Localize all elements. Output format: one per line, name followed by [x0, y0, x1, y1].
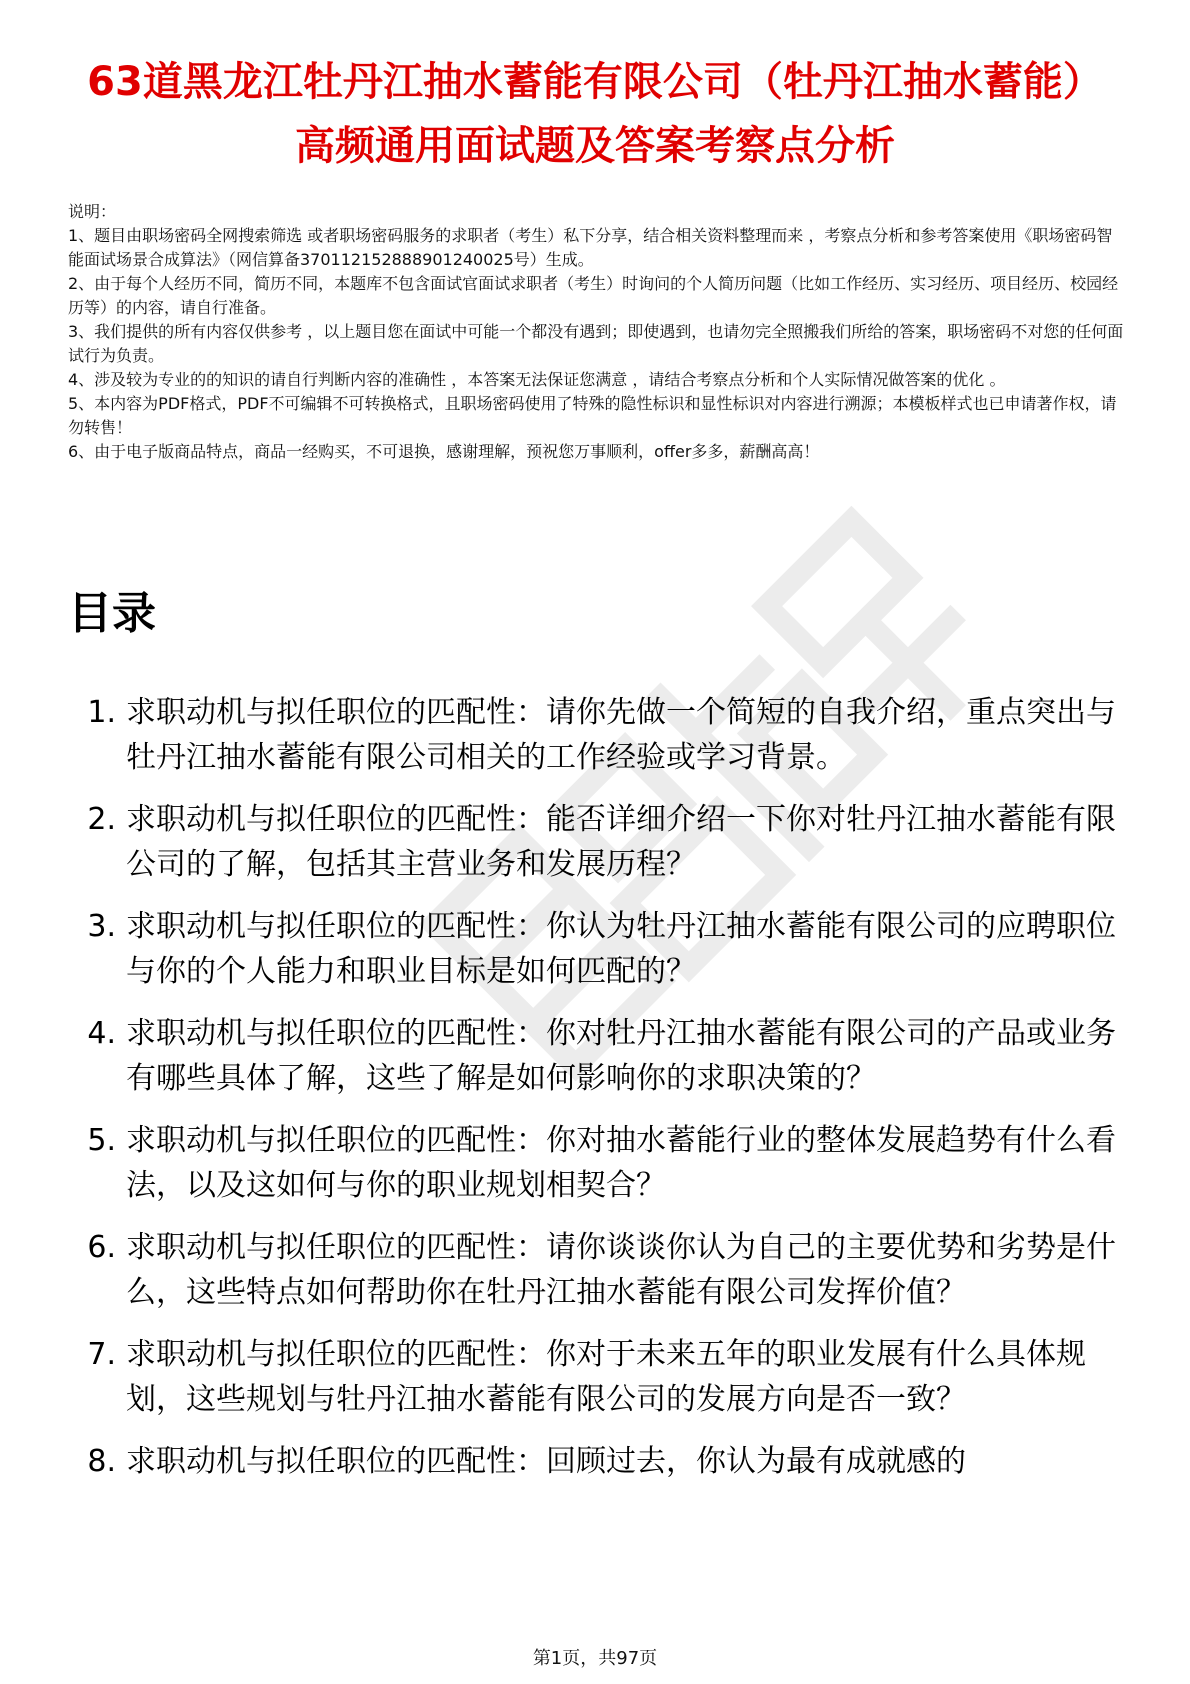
toc-item[interactable]: [68, 904, 1128, 994]
toc-item-text: 求职动机与拟任职位的匹配性：你认为牡丹江抽水蓄能有限公司的应聘职位与你的个人能力和职业目标是如何匹配的？: [126, 909, 1116, 989]
toc-item-text: 求职动机与拟任职位的匹配性：回顾过去，你认为最有成就感的: [126, 1444, 966, 1479]
toc-item[interactable]: [68, 797, 1128, 887]
toc-item-text: 求职动机与拟任职位的匹配性：请你先做一个简短的自我介绍，重点突出与牡丹江抽水蓄能有限公司相关的工作经验或学习背景。: [126, 695, 1116, 775]
toc-item-number: 6.: [87, 1230, 116, 1265]
toc-item-text: 求职动机与拟任职位的匹配性：能否详细介绍一下你对牡丹江抽水蓄能有限公司的了解，包括其主营业务和发展历程？: [126, 802, 1116, 882]
toc-item-number: 4.: [87, 1016, 116, 1051]
toc-item-number: 5.: [87, 1123, 116, 1158]
notes-heading: 说明：: [68, 202, 117, 221]
toc-item-text: 求职动机与拟任职位的匹配性：你对抽水蓄能行业的整体发展趋势有什么看法，以及这如何与你的职业规划相契合？: [126, 1123, 1116, 1203]
toc-item[interactable]: [68, 1225, 1128, 1315]
note-item: 6、由于电子版商品特点，商品一经购买，不可退换，感谢理解，预祝您万事顺利，offer多多，薪酬高高！: [68, 442, 820, 461]
toc-item[interactable]: [68, 1332, 1128, 1422]
toc-item-number: 7.: [87, 1337, 116, 1372]
toc-item[interactable]: [68, 690, 1128, 780]
toc-item-number: 1.: [87, 695, 116, 730]
toc-item-text: 求职动机与拟任职位的匹配性：请你谈谈你认为自己的主要优势和劣势是什么，这些特点如何帮助你在牡丹江抽水蓄能有限公司发挥价值？: [126, 1230, 1116, 1310]
disclaimer-notes: [68, 200, 1124, 464]
toc-item[interactable]: [68, 1118, 1128, 1208]
toc-item-number: 8.: [87, 1444, 116, 1479]
note-item: 3、我们提供的所有内容仅供参考 ，以上题目您在面试中可能一个都没有遇到；即使遇到，也请勿完全照搬我们所给的答案，职场密码不对您的任何面试行为负责。: [68, 322, 1124, 365]
toc-item-text: 求职动机与拟任职位的匹配性：你对于未来五年的职业发展有什么具体规划，这些规划与牡丹江抽水蓄能有限公司的发展方向是否一致？: [126, 1337, 1086, 1417]
note-item: 4、涉及较为专业的的知识的请自行判断内容的准确性 ，本答案无法保证您满意 ，请结合考察点分析和个人实际情况做答案的优化 。: [68, 370, 1006, 389]
page-footer: 第1页，共97页: [532, 1648, 658, 1669]
document-title: 63道黑龙江牡丹江抽水蓄能有限公司（牡丹江抽水蓄能）高频通用面试题及答案考察点分析: [87, 59, 1103, 169]
toc-item[interactable]: [68, 1439, 1128, 1484]
toc-heading: 目录: [68, 588, 156, 639]
note-item: 1、题目由职场密码全网搜索筛选 或者职场密码服务的求职者（考生）私下分享，结合相关资料整理而来 ，考察点分析和参考答案使用《职场密码智能面试场景合成算法》（网信算备370112152888901240025号）生成。: [68, 226, 1113, 269]
toc-item[interactable]: [68, 1011, 1128, 1101]
toc-item-number: 3.: [87, 909, 116, 944]
toc-item-text: 求职动机与拟任职位的匹配性：你对牡丹江抽水蓄能有限公司的产品或业务有哪些具体了解，这些了解是如何影响你的求职决策的？: [126, 1016, 1116, 1096]
note-item: 2、由于每个人经历不同，简历不同，本题库不包含面试官面试求职者（考生）时询问的个人简历问题（比如工作经历、实习经历、项目经历、校园经历等）的内容，请自行准备。: [68, 274, 1119, 317]
table-of-contents: [68, 690, 1128, 1501]
note-item: 5、本内容为PDF格式，PDF不可编辑不可转换格式，且职场密码使用了特殊的隐性标识和显性标识对内容进行溯源；本模板样式也已申请著作权，请勿转售！: [68, 394, 1117, 437]
toc-item-number: 2.: [87, 802, 116, 837]
